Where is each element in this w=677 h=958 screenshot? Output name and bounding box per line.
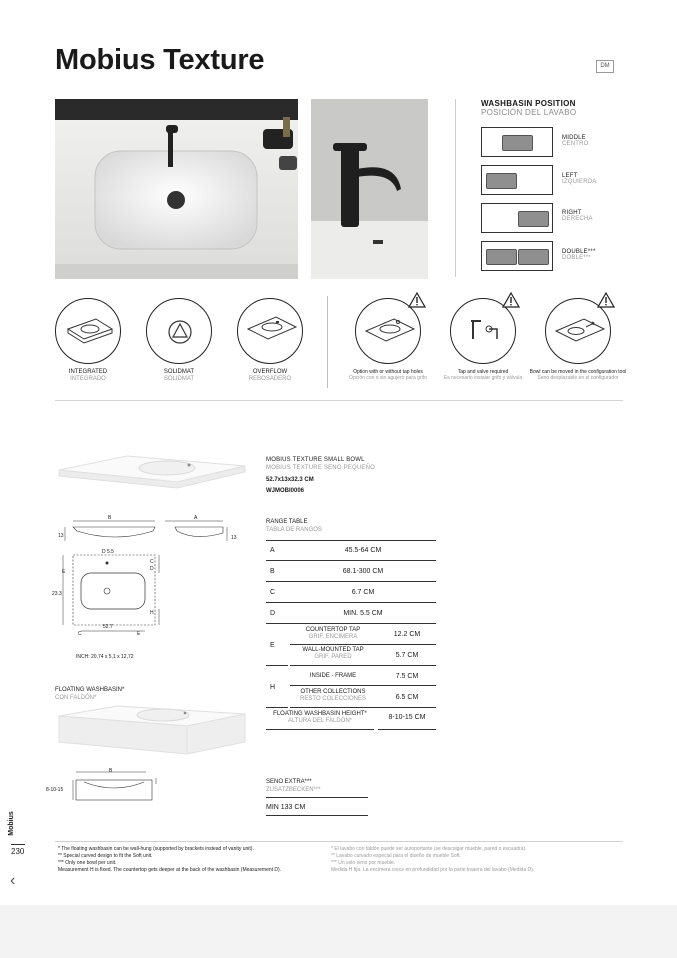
range-key-a: A — [270, 547, 275, 554]
footnote-es-2: ** Lavabo curvado especial para el diseño de mueble Soft. — [331, 853, 461, 859]
seno-rule — [266, 815, 368, 816]
dim-label-c-bottom: C — [78, 631, 82, 637]
overflow-icon — [237, 298, 303, 364]
footnote-en-4: Measurement H is fixed. The countertop gets deeper at the back of the washbasin (Measurement D). — [58, 867, 282, 873]
dim-label-d: D — [150, 566, 154, 572]
integrated-icon — [55, 298, 121, 364]
other-collections-value: 6.5 CM — [395, 694, 419, 701]
dim-label-e: E — [62, 569, 66, 575]
range-key-d: D — [270, 610, 276, 617]
range-value-b: 68.1-300 CM — [342, 568, 384, 575]
dim-label-depth: 23.3 — [52, 591, 62, 597]
footnote-es-4: Medida H fija. La encimera crece en profundidad por la parte trasera del lavabo (Medida D). — [331, 867, 535, 873]
dm-badge: DM — [596, 60, 614, 73]
warning-icon — [502, 292, 520, 308]
floating-title: FLOATING WASHBASIN* — [55, 687, 125, 693]
floating-washbasin-render — [57, 702, 247, 762]
footnote-en-3: *** Only one bowl per unit. — [58, 860, 117, 866]
range-table-title-es: TABLA DE RANGOS — [266, 527, 322, 533]
page-number: 230 — [11, 847, 25, 856]
position-left-diagram — [481, 165, 553, 195]
position-double-label: DOUBLE*** DOBLE*** — [562, 249, 596, 261]
wall-tap-value: 5.7 CM — [395, 652, 419, 659]
countertop-tap-label: COUNTERTOP TAP GRIF. ENCIMERA — [305, 627, 361, 640]
inch-note: INCH: 20,74 x 5,1 x 12,72 — [76, 654, 134, 660]
dim-label-top: D 5.5 — [102, 549, 114, 555]
page-title: Mobius Texture — [55, 44, 265, 76]
dim-label-b: B — [108, 515, 112, 521]
dim-label-width: 52.7 — [103, 624, 113, 630]
seno-extra-title: SENO EXTRA*** — [266, 779, 312, 785]
technical-drawing — [55, 513, 245, 663]
bowl-icon — [518, 249, 549, 265]
other-collections-label: OTHER COLLECTIONS RESTO COLECCIONES — [300, 689, 366, 702]
range-key-h: H — [270, 684, 276, 691]
floating-height-label: FLOATING WASHBASIN HEIGHT* ALTURA DEL FALDÓN* — [273, 711, 367, 724]
dim-label-right-h: 13 — [231, 535, 237, 541]
footnote-es-3: *** Un solo seno por mueble. — [331, 860, 396, 866]
section-divider — [455, 99, 456, 277]
position-subtitle: POSICIÓN DEL LAVABO — [481, 108, 577, 117]
position-left-label: LEFT IZQUIERDA — [562, 173, 597, 185]
bowl-icon — [502, 135, 533, 151]
solidmat-icon — [146, 298, 212, 364]
tap-photo — [311, 99, 428, 279]
overflow-label: OVERFLOW REBOSADERO — [248, 369, 292, 382]
countertop-tap-value: 12.2 CM — [393, 631, 421, 638]
tap-holes-label: Option with or without tap holes Opción con o sin agujero para grifo — [349, 369, 427, 381]
bowl-icon — [486, 249, 517, 265]
floating-dim-label: 8-10-15 — [46, 787, 64, 793]
range-value-a: 45.5-64 CM — [344, 547, 382, 554]
range-key-e: E — [270, 642, 275, 649]
dim-label-a: A — [194, 515, 198, 521]
position-right-label: RIGHT DERECHA — [562, 210, 593, 222]
dim-label-h: H — [150, 610, 154, 616]
floating-section-drawing — [70, 768, 170, 804]
range-key-b: B — [270, 568, 275, 575]
warning-icon — [597, 292, 615, 308]
product-code: WJMOBI0006 — [266, 488, 305, 494]
bowl-icon — [486, 173, 517, 189]
range-table-title: RANGE TABLE — [266, 519, 308, 525]
section-rule — [55, 400, 623, 401]
page-number-rule — [11, 844, 25, 845]
position-double-diagram — [481, 241, 553, 271]
icons-divider — [327, 296, 328, 388]
product-render — [57, 448, 247, 498]
back-chevron-icon[interactable]: ‹ — [10, 872, 16, 889]
warning-icon — [408, 292, 426, 308]
range-value-d: MIN. 5.5 CM — [343, 610, 383, 617]
inside-frame-label: INSIDE - FRAME — [309, 673, 357, 679]
floating-title-es: CON FALDÓN* — [55, 695, 97, 701]
footnote-es-1: * El lavabo con faldón puede ser autoportante (se descolgar mueble, pared o escuadra). — [331, 846, 527, 852]
wall-tap-label: WALL-MOUNTED TAP GRIF. PARED — [302, 647, 364, 660]
footer-rule — [55, 841, 623, 842]
solidmat-label: SOLIDMAT SOLIDMAT — [163, 369, 195, 382]
tap-valve-label: Tap and valve required Es necesario instalar grifo y válvula — [443, 369, 523, 381]
side-section-label: Mobius — [7, 811, 15, 836]
dim-label-left-h: 13 — [58, 533, 64, 539]
position-middle-diagram — [481, 127, 553, 157]
footnote-en-2: ** Special curved design to fit the Soft unit. — [58, 853, 153, 859]
position-middle-label: MIDDLE CENTRO — [562, 135, 589, 147]
inside-frame-value: 7.5 CM — [395, 673, 419, 680]
movable-bowl-label: Bowl can be moved in the configuration tool Seno desplazable en el configurador — [529, 369, 627, 381]
product-name-es: MOBIUS TEXTURE SENO PEQUEÑO — [266, 465, 375, 471]
dim-label-c: C — [150, 559, 154, 565]
footnote-en-1: * The floating washbasin can be wall-hung (supported by brackets instead of vanity unit). — [58, 846, 254, 852]
position-right-diagram — [481, 203, 553, 233]
viewer-bottom-band — [0, 905, 677, 958]
seno-extra-title-es: ZUSATZBECKEN*** — [266, 787, 321, 793]
floating-height-value: 8-10-15 CM — [388, 714, 426, 721]
integrated-label: INTEGRATED INTEGRADO — [68, 369, 108, 382]
seno-rule — [266, 797, 368, 798]
dim-label-e-bottom: E — [137, 631, 141, 637]
range-value-c: 6.7 CM — [351, 589, 375, 596]
product-name: MOBIUS TEXTURE SMALL BOWL — [266, 457, 365, 463]
washbasin-photo — [55, 99, 298, 279]
range-key-c: C — [270, 589, 276, 596]
bowl-icon — [518, 211, 549, 227]
product-dimensions: 52.7x13x32.3 CM — [266, 477, 314, 483]
floating-dim-b: B — [109, 768, 113, 774]
seno-extra-value: MIN 133 CM — [266, 804, 306, 811]
position-title: WASHBASIN POSITION — [481, 99, 576, 108]
